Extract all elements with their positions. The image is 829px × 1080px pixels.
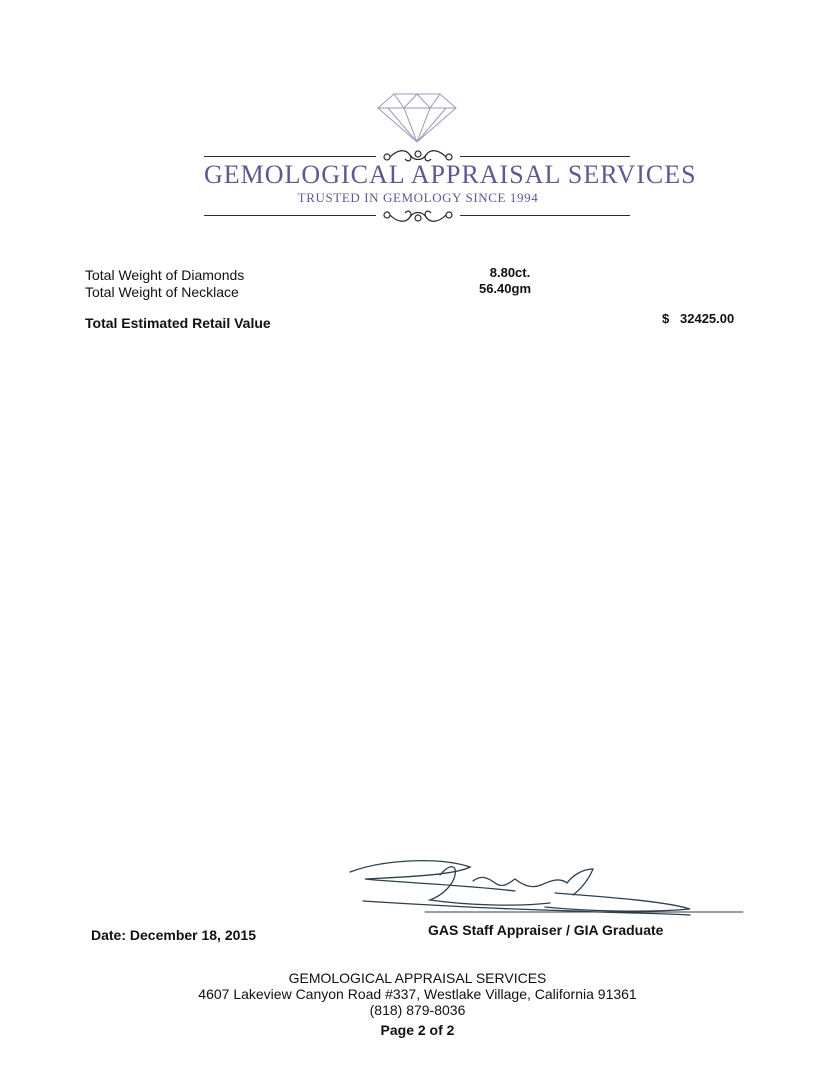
letterhead-rule-top-right [460,156,630,157]
flourish-ornament-icon [378,205,458,225]
appraiser-title: GAS Staff Appraiser / GIA Graduate [428,922,664,938]
letterhead-rule-bottom-left [204,215,376,216]
footer-address: 4607 Lakeview Canyon Road #337, Westlake Village, California 91361 [198,986,637,1002]
appraisal-date: Date: December 18, 2015 [91,927,256,943]
letterhead-rule-top-left [204,156,376,157]
necklace-weight-value: 56.40gm [478,281,532,296]
retail-value-amount: 32425.00 [680,311,735,326]
diamond-logo-icon [376,92,458,144]
letterhead-rule-bottom-right [460,215,630,216]
page-number: Page 2 of 2 [380,1022,455,1038]
company-tagline: TRUSTED IN GEMOLOGY SINCE 1994 [297,190,539,205]
footer-phone: (818) 879-8036 [369,1002,466,1018]
appraiser-signature [345,855,745,920]
currency-symbol: $ [662,311,670,326]
necklace-weight-label: Total Weight of Necklace [85,284,239,300]
diamond-weight-value: 8.80ct. [489,265,531,280]
footer-company-name: GEMOLOGICAL APPRAISAL SERVICES [288,970,547,986]
company-name-logotype: GEMOLOGICAL APPRAISAL SERVICES [204,160,697,189]
retail-value-label: Total Estimated Retail Value [85,315,271,331]
diamond-weight-label: Total Weight of Diamonds [85,267,245,283]
